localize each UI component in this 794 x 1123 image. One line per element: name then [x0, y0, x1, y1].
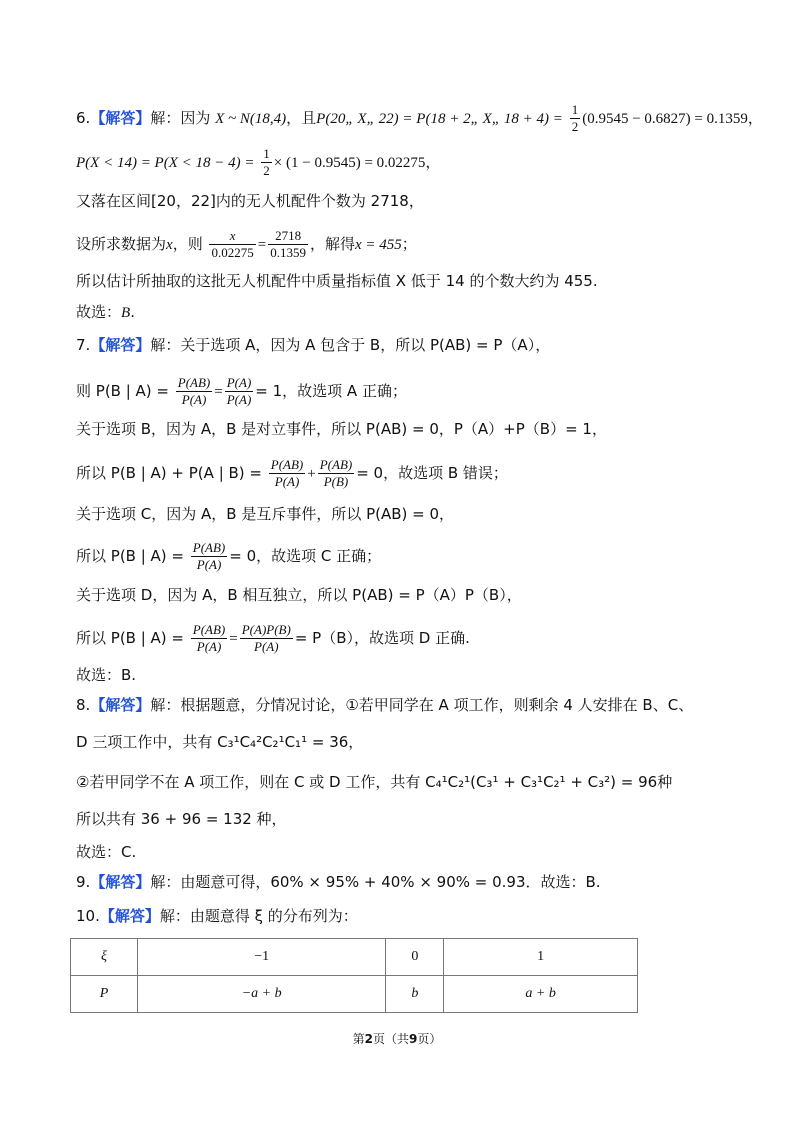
footer-page-number: 2: [364, 1032, 373, 1046]
q6-half-den: 2: [571, 119, 579, 134]
q7-number: 7.: [76, 336, 91, 354]
table-cell: ξ: [71, 939, 138, 976]
q7-l1: 解：关于选项 A，因为 A 包含于 B，所以 P(AB) = P（A），: [150, 336, 551, 354]
q6-frac1-num: x: [209, 228, 255, 245]
q6-half-den-2: 2: [263, 163, 270, 178]
q6-line2-end: ，: [425, 153, 441, 171]
table-cell: P: [71, 976, 138, 1013]
table-cell: a + b: [444, 976, 638, 1013]
q6-line4-end: ；: [401, 235, 417, 253]
q9-line1: [76, 871, 601, 893]
q7-l8-f1d: P(A): [196, 639, 222, 654]
q7-line7: 关于选项 D，因为 A，B 相互独立，所以 P(AB) = P（A）P（B），: [76, 586, 522, 604]
q6-line4-a: 设所求数据为: [76, 235, 167, 253]
table-row: [71, 939, 638, 976]
page-footer: [0, 1030, 794, 1047]
footer-total-pages: 9: [409, 1032, 418, 1046]
q7-l4-frac2: [318, 457, 354, 490]
q7-l6-fd: P(A): [196, 557, 222, 572]
q7-l2-b: = 1，故选项 A 正确；: [255, 382, 407, 400]
q8-line1: [76, 694, 693, 716]
q7-line4: 所以 P(B | A) + P(A | B) = $\frac{P(AB)}{P(A)}$ + $\frac{P(AB)}{P(B)}$ = 0，故选项 B 错误；: [76, 457, 508, 489]
q7-l4-f2n: P(AB): [319, 457, 353, 472]
answer-tag: 【解答】: [90, 109, 151, 127]
q7-line6: [76, 540, 381, 573]
q6-line4-b: ，则: [172, 235, 203, 253]
q7-l6-b: = 0，故选项 C 正确；: [229, 547, 382, 565]
q7-line1: [76, 334, 550, 356]
q7-answer: 故选：B.: [76, 666, 137, 684]
footer-suffix: 页）: [417, 1032, 442, 1046]
q7-l2-frac1: [176, 375, 212, 408]
q6-and: ，且: [286, 109, 317, 127]
q6-number: 6.: [76, 109, 91, 127]
q7-line3: 关于选项 B，因为 A，B 是对立事件，所以 P(AB) = 0，P（A）+P（B）= 1，: [76, 420, 607, 438]
answer-tag: 【解答】: [90, 696, 151, 714]
q7-l2-f2n: P(A): [226, 375, 252, 390]
table-cell: 1: [444, 939, 638, 976]
q6-answer-value: B: [121, 305, 131, 321]
q7-l2-f1d: P(A): [181, 392, 207, 407]
q10-number: 10.: [76, 907, 100, 925]
q7-l4-a: 所以 P(B | A) + P(A | B) =: [76, 464, 262, 482]
q8-answer: 故选：C.: [76, 843, 137, 861]
q7-l6-fn: P(AB): [192, 540, 226, 555]
q6-half-fraction: [570, 102, 581, 135]
q6-prob-value: (0.9545 − 0.6827) = 0.1359: [582, 111, 748, 127]
q10-l1: 解：由题意得 ξ 的分布列为：: [159, 907, 358, 925]
q6-frac1: [209, 228, 255, 261]
q6-answer: [76, 301, 135, 324]
answer-tag: 【解答】: [99, 907, 160, 925]
q6-line4: 设所求数据为x，则 $\frac{x}{0.02275}$ = $\frac{2718}{0.1359}$ ，解得x = 455；: [76, 228, 417, 260]
q7-l8-frac2: [240, 622, 293, 655]
q6-line2-lhs: P(X < 14) = P(X < 18 − 4) =: [76, 155, 255, 171]
table-cell: −1: [137, 939, 385, 976]
q6-frac1-den: 0.02275: [211, 245, 254, 260]
q8-number: 8.: [76, 696, 91, 714]
q6-frac2: [268, 228, 308, 261]
table-row: [71, 976, 638, 1013]
q7-line5: 关于选项 C，因为 A，B 是互斥事件，所以 P(AB) = 0，: [76, 505, 455, 523]
q6-normal-dist: X ~ N(18,4): [215, 111, 287, 127]
q7-l2-f1n: P(AB): [177, 375, 211, 390]
q6-answer-period: .: [130, 303, 135, 321]
q6-half-num-2: 1: [263, 146, 270, 161]
q7-l6-a: 所以 P(B | A) =: [76, 547, 184, 565]
q6-answer-label: 故选：: [76, 303, 122, 321]
footer-prefix: 第: [352, 1032, 365, 1046]
q7-l2-frac2: [225, 375, 254, 408]
table-cell: b: [386, 976, 444, 1013]
q9-number: 9.: [76, 873, 91, 891]
q7-l8-f2d: P(A): [254, 639, 279, 654]
table-cell: −a + b: [137, 976, 385, 1013]
q6-line4-var: x: [166, 237, 173, 253]
distribution-table: [70, 938, 638, 1013]
q7-l6-frac: [191, 540, 227, 573]
table-cell: 0: [386, 939, 444, 976]
answer-tag: 【解答】: [90, 873, 151, 891]
q7-l8-f2n: P(A)P(B): [241, 622, 291, 637]
q6-line4-c: ，解得: [309, 235, 355, 253]
q6-half-fraction-2: [261, 146, 272, 179]
q10-line1: [76, 905, 358, 927]
q6-intro: 解：因为: [150, 109, 211, 127]
q7-l8-frac1: [191, 622, 227, 655]
q6-line1: [76, 102, 763, 135]
q8-l1: 解：根据题意，分情况讨论，①若甲同学在 A 项工作，则剩余 4 人安排在 B、C、: [150, 696, 694, 714]
q7-l2-f2d: P(A): [226, 392, 252, 407]
q7-line2: 则 P(B | A) = $\frac{P(AB)}{P(A)}$ = $\frac{P(A)}{P(A)}$ = 1，故选项 A 正确；: [76, 375, 407, 407]
q6-line5: 所以估计所抽取的这批无人机配件中质量指标值 X 低于 14 的个数大约为 455.: [76, 272, 598, 290]
q7-l4-f1d: P(A): [274, 474, 300, 489]
q7-l4-f2d: P(B): [323, 474, 349, 489]
q6-frac2-num: 2718: [268, 228, 308, 245]
q6-half-num: 1: [571, 102, 579, 117]
footer-middle: 页（共: [372, 1032, 409, 1046]
q6-prob-range: P(20„ X„ 22) = P(18 + 2„ X„ 18 + 4) =: [316, 111, 563, 127]
q6-comma: ，: [747, 109, 763, 127]
q7-l4-frac1: [269, 457, 305, 490]
q6-line3: 又落在区间[20，22]内的无人机配件个数为 2718，: [76, 192, 424, 210]
q6-line2: [76, 146, 440, 179]
q7-l8-a: 所以 P(B | A) =: [76, 629, 184, 647]
q7-l8-f1n: P(AB): [192, 622, 226, 637]
q7-l8-b: = P（B），故选项 D 正确.: [294, 629, 470, 647]
q7-line8: 所以 P(B | A) = $\frac{P(AB)}{P(A)}$ = $\frac{P(A)P(B)}{P(A)}$ = P（B），故选项 D 正确.: [76, 622, 470, 654]
q7-l2-a: 则 P(B | A) =: [76, 382, 169, 400]
answer-tag: 【解答】: [90, 336, 151, 354]
q6-frac2-den: 0.1359: [270, 245, 306, 260]
q6-line4-result: x = 455: [354, 237, 402, 253]
q8-line2: D 三项工作中，共有 C₃¹C₄²C₂¹C₁¹ = 36，: [76, 733, 364, 751]
q8-line3: ②若甲同学不在 A 项工作，则在 C 或 D 工作，共有 C₄¹C₂¹(C₃¹ + C₃¹C₂¹ + C₃²) = 96种: [76, 773, 673, 791]
q8-line4: 所以共有 36 + 96 = 132 种，: [76, 810, 287, 828]
q7-l4-f1n: P(AB): [270, 457, 304, 472]
q9-l1: 解：由题意可得，60% × 95% + 40% × 90% = 0.93．故选：B.: [150, 873, 601, 891]
q6-line2-rhs: × (1 − 0.9545) = 0.02275: [273, 155, 426, 171]
q7-l4-b: = 0，故选项 B 错误；: [356, 464, 508, 482]
